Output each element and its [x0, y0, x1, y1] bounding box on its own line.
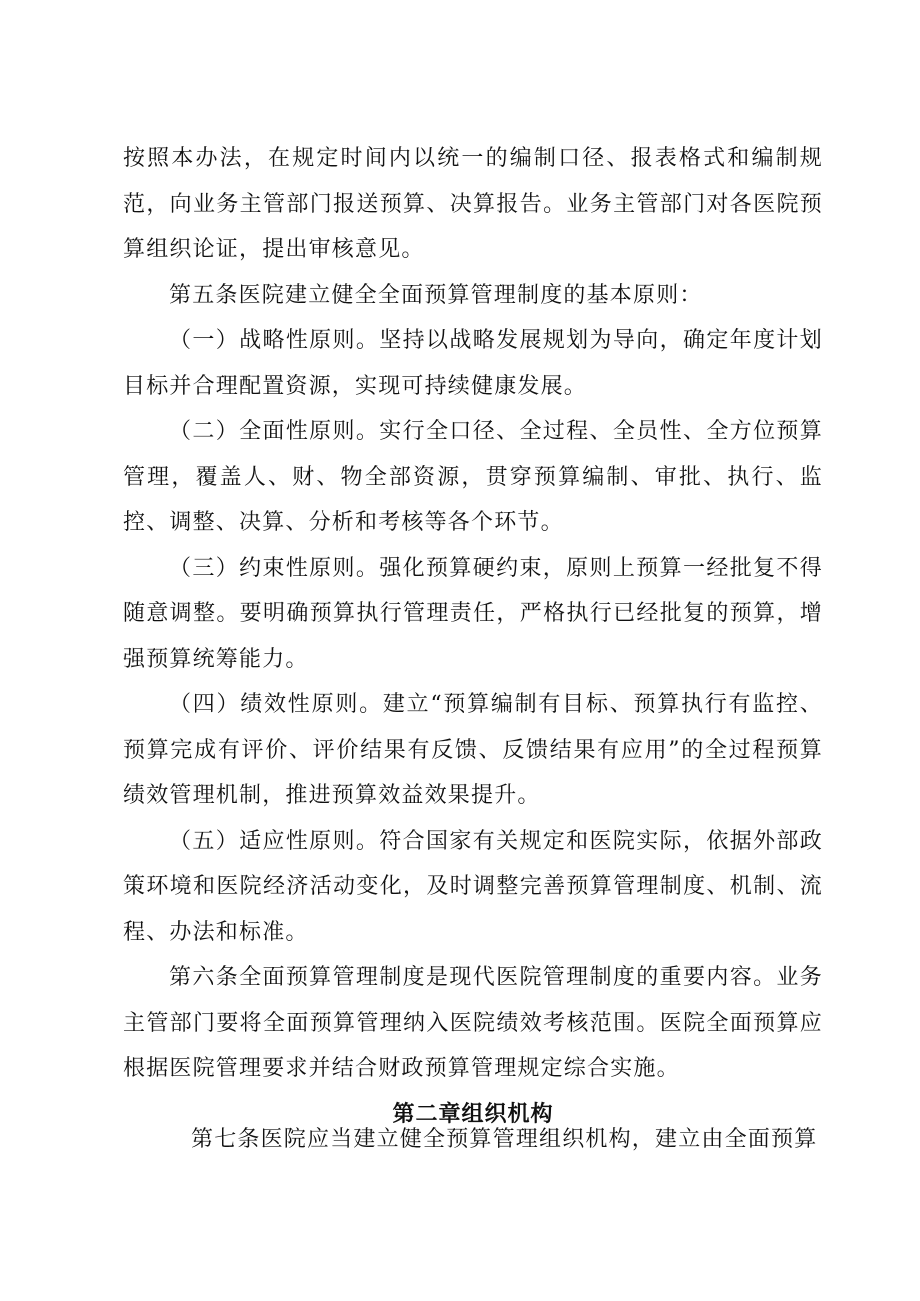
paragraph-principle-3: （三）约束性原则。强化预算硬约束，原则上预算一经批复不得随意调整。要明确预算执行管理责任，严格执行已经批复的预算，增强预算统筹能力。	[123, 555, 823, 672]
paragraph-article-6: 第六条全面预算管理制度是现代医院管理制度的重要内容。业务主管部门要将全面预算管理纳入医院绩效考核范围。医院全面预算应根据医院管理要求并结合财政预算管理规定综合实施。	[123, 965, 823, 1081]
paragraph-principle-1: （一）战略性原则。坚持以战略发展规划为导向，确定年度计划目标并合理配置资源，实现可持续健康发展。	[123, 328, 823, 399]
paragraph-principle-4: （四）绩效性原则。建立“预算编制有目标、预算执行有监控、预算完成有评价、评价结果有反馈、反馈结果有应用”的全过程预算绩效管理机制，推进预算效益效果提升。	[123, 692, 823, 808]
document-body	[123, 136, 823, 1137]
paragraph-principle-5: （五）适应性原则。符合国家有关规定和医院实际，依据外部政策环境和医院经济活动变化，及时调整完善预算管理制度、机制、流程、办法和标准。	[123, 828, 823, 945]
paragraph-principle-2: （二）全面性原则。实行全口径、全过程、全员性、全方位预算管理，覆盖人、财、物全部资源，贯穿预算编制、审批、执行、监控、调整、决算、分析和考核等各个环节。	[123, 419, 823, 535]
paragraph-article-5: 第五条医院建立健全全面预算管理制度的基本原则：	[169, 282, 703, 308]
paragraph-continuation: 按照本办法，在规定时间内以统一的编制口径、报表格式和编制规范，向业务主管部门报送预算、决算报告。业务主管部门对各医院预算组织论证，提出审核意见。	[123, 146, 823, 262]
paragraph-article-7: 第七条医院应当建立健全预算管理组织机构，建立由全面预算	[191, 1127, 818, 1152]
chapter-heading: 第二章组织机构	[392, 1101, 554, 1127]
